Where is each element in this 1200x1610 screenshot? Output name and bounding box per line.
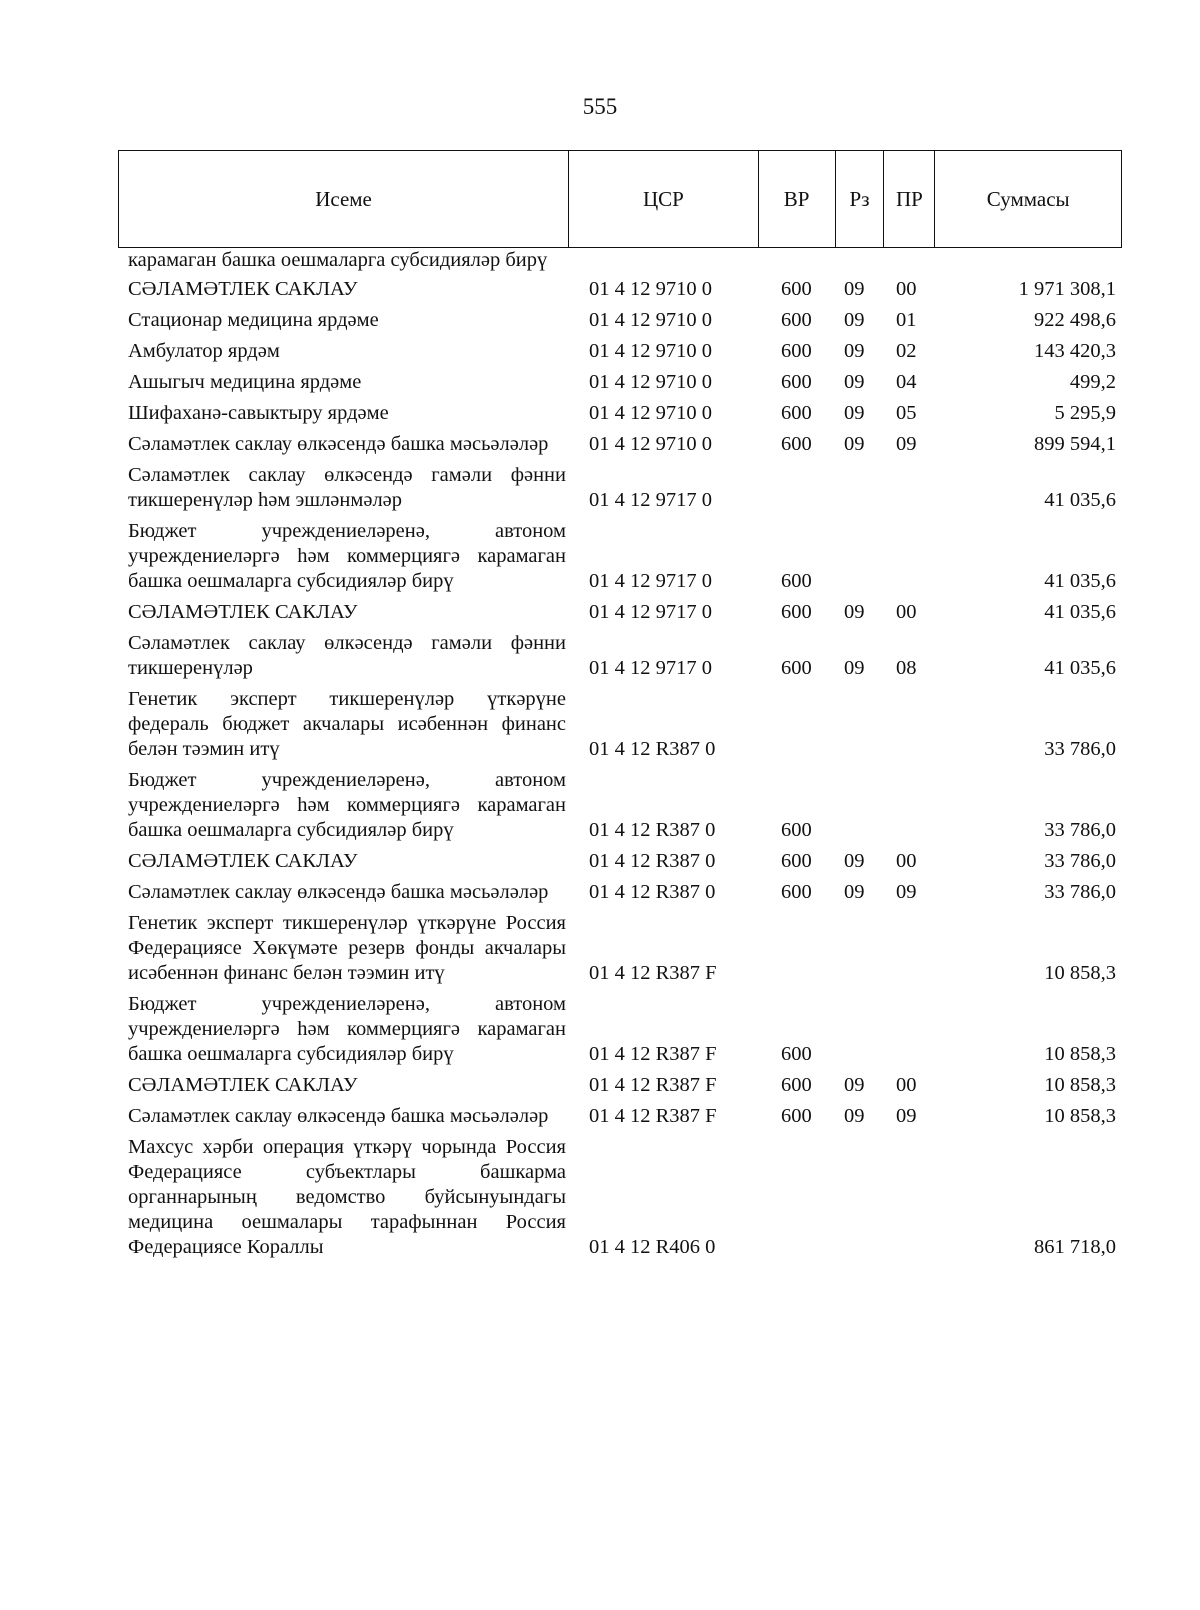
row-sum: 33 786,0 <box>1044 881 1116 903</box>
table-row <box>118 849 1122 874</box>
row-sum: 41 035,6 <box>1044 489 1116 511</box>
row-pr: 00 <box>896 601 917 623</box>
row-sum: 922 498,6 <box>1034 309 1116 331</box>
row-name: Генетик эксперт тикшеренүләр үткәрүне федераль бюджет акчалары исәбеннән финанс белән тәэмин итү <box>128 688 566 760</box>
row-vr: 600 <box>781 340 812 362</box>
row-csr: 01 4 12 R387 F <box>589 1105 717 1127</box>
row-rz: 09 <box>844 402 865 424</box>
row-name: карамаган башка оешмаларга субсидияләр бирү <box>128 249 548 271</box>
row-rz: 09 <box>844 371 865 393</box>
row-vr: 600 <box>781 1074 812 1096</box>
row-rz: 09 <box>844 309 865 331</box>
row-csr: 01 4 12 9710 0 <box>589 309 712 331</box>
row-pr: 01 <box>896 309 917 331</box>
header-sum: Суммасы <box>986 186 1070 211</box>
row-csr: 01 4 12 9710 0 <box>589 433 712 455</box>
row-name: Бюджет учреждениеләренә, автоном учреждениеләргә һәм коммерциягә карамаган башка оешмаларга субсидияләр бирү <box>128 520 566 592</box>
row-rz: 09 <box>844 850 865 872</box>
row-sum: 1 971 308,1 <box>1018 278 1116 300</box>
row-vr: 600 <box>781 1105 812 1127</box>
table-row <box>118 1104 1122 1129</box>
row-rz: 09 <box>844 657 865 679</box>
row-name: Амбулатор ярдәм <box>128 340 280 362</box>
row-vr: 600 <box>781 433 812 455</box>
row-pr: 05 <box>896 402 917 424</box>
table-header <box>118 150 1122 248</box>
header-name: Исеме <box>119 151 569 247</box>
table-row <box>118 600 1122 625</box>
row-csr: 01 4 12 R387 F <box>589 962 717 984</box>
row-pr: 09 <box>896 1105 917 1127</box>
row-csr: 01 4 12 R387 0 <box>589 881 716 903</box>
row-pr: 00 <box>896 1074 917 1096</box>
table-row <box>118 631 1122 681</box>
row-sum: 41 035,6 <box>1044 570 1116 592</box>
row-name: СӘЛАМӘТЛЕК САКЛАУ <box>128 850 358 872</box>
table-row <box>118 463 1122 513</box>
table-row <box>118 992 1122 1067</box>
row-sum: 41 035,6 <box>1044 657 1116 679</box>
row-csr: 01 4 12 9717 0 <box>589 489 712 511</box>
row-vr: 600 <box>781 850 812 872</box>
row-name: Сәламәтлек саклау өлкәсендә башка мәсьәләләр <box>128 881 549 903</box>
row-vr: 600 <box>781 570 812 592</box>
row-name: Генетик эксперт тикшеренүләр үткәрүне Россия Федерациясе Хөкүмәте резерв фонды акчалары исәбеннән финанс белән тәэмин итү <box>128 912 566 984</box>
row-sum: 10 858,3 <box>1044 1105 1116 1127</box>
row-csr: 01 4 12 R387 F <box>589 1043 717 1065</box>
row-name: СӘЛАМӘТЛЕК САКЛАУ <box>128 1074 358 1096</box>
row-rz: 09 <box>844 601 865 623</box>
row-pr: 04 <box>896 371 917 393</box>
row-sum: 143 420,3 <box>1034 340 1116 362</box>
row-name: Ашыгыч медицина ярдәме <box>128 371 362 393</box>
row-pr: 09 <box>896 433 917 455</box>
row-pr: 02 <box>896 340 917 362</box>
row-name: Махсус хәрби операция үткәрү чорында Россия Федерациясе субъектлары башкарма органнарының ведомство буйсынуындагы медицина оешмалары тарафыннан Россия Федерациясе Кораллы <box>128 1136 566 1258</box>
table-row <box>118 1135 1122 1260</box>
row-vr: 600 <box>781 371 812 393</box>
table-row <box>118 880 1122 905</box>
row-vr: 600 <box>781 402 812 424</box>
table-row <box>118 248 1122 273</box>
row-csr: 01 4 12 9710 0 <box>589 340 712 362</box>
row-csr: 01 4 12 9717 0 <box>589 601 712 623</box>
row-pr: 08 <box>896 657 917 679</box>
page-number: 555 <box>582 94 618 119</box>
row-csr: 01 4 12 9710 0 <box>589 371 712 393</box>
row-name: Сәламәтлек саклау өлкәсендә гамәли фәнни тикшеренүләр <box>128 632 566 679</box>
row-rz: 09 <box>844 1074 865 1096</box>
row-name: Бюджет учреждениеләренә, автоном учреждениеләргә һәм коммерциягә карамаган башка оешмаларга субсидияләр бирү <box>128 993 566 1065</box>
row-sum: 10 858,3 <box>1044 1074 1116 1096</box>
header-vr: ВР <box>759 151 836 247</box>
row-vr: 600 <box>781 601 812 623</box>
table-row <box>118 519 1122 594</box>
row-name: Сәламәтлек саклау өлкәсендә башка мәсьәләләр <box>128 1105 549 1127</box>
header-pr: ПР <box>884 151 935 247</box>
row-vr: 600 <box>781 278 812 300</box>
table-row <box>118 768 1122 843</box>
row-vr: 600 <box>781 657 812 679</box>
table-row <box>118 401 1122 426</box>
row-csr: 01 4 12 R387 F <box>589 1074 717 1096</box>
header-rz: Рз <box>836 151 885 247</box>
row-rz: 09 <box>844 433 865 455</box>
header-csr: ЦСР <box>569 151 759 247</box>
row-csr: 01 4 12 9710 0 <box>589 402 712 424</box>
row-sum: 33 786,0 <box>1044 738 1116 760</box>
row-name: Шифаханә-савыктыру ярдәме <box>128 402 389 424</box>
row-pr: 00 <box>896 850 917 872</box>
row-csr: 01 4 12 R387 0 <box>589 850 716 872</box>
table-row <box>118 308 1122 333</box>
row-name: Бюджет учреждениеләренә, автоном учреждениеләргә һәм коммерциягә карамаган башка оешмаларга субсидияләр бирү <box>128 769 566 841</box>
row-vr: 600 <box>781 1043 812 1065</box>
row-sum: 10 858,3 <box>1044 1043 1116 1065</box>
table-row <box>118 277 1122 302</box>
table-row <box>118 339 1122 364</box>
row-vr: 600 <box>781 881 812 903</box>
row-sum: 5 295,9 <box>1054 402 1116 424</box>
row-vr: 600 <box>781 309 812 331</box>
table-row <box>118 370 1122 395</box>
row-rz: 09 <box>844 340 865 362</box>
table-row <box>118 432 1122 457</box>
row-vr: 600 <box>781 819 812 841</box>
table-row <box>118 1073 1122 1098</box>
row-pr: 09 <box>896 881 917 903</box>
row-name: Сәламәтлек саклау өлкәсендә гамәли фәнни тикшеренүләр һәм эшләнмәләр <box>128 464 566 511</box>
row-rz: 09 <box>844 278 865 300</box>
row-sum: 499,2 <box>1069 371 1116 393</box>
row-sum: 41 035,6 <box>1044 601 1116 623</box>
row-rz: 09 <box>844 881 865 903</box>
row-csr: 01 4 12 R387 0 <box>589 738 716 760</box>
row-name: Сәламәтлек саклау өлкәсендә башка мәсьәләләр <box>128 433 549 455</box>
row-sum: 861 718,0 <box>1034 1236 1116 1258</box>
row-csr: 01 4 12 R406 0 <box>589 1236 716 1258</box>
row-rz: 09 <box>844 1105 865 1127</box>
row-name: Стационар медицина ярдәме <box>128 309 379 331</box>
row-sum: 33 786,0 <box>1044 850 1116 872</box>
table-body <box>118 248 1122 1266</box>
row-name: СӘЛАМӘТЛЕК САКЛАУ <box>128 601 358 623</box>
row-sum: 10 858,3 <box>1044 962 1116 984</box>
row-csr: 01 4 12 R387 0 <box>589 819 716 841</box>
row-sum: 899 594,1 <box>1034 433 1116 455</box>
row-sum: 33 786,0 <box>1044 819 1116 841</box>
table-row <box>118 911 1122 986</box>
row-pr: 00 <box>896 278 917 300</box>
row-csr: 01 4 12 9717 0 <box>589 657 712 679</box>
row-name: СӘЛАМӘТЛЕК САКЛАУ <box>128 278 358 300</box>
table-row <box>118 687 1122 762</box>
row-csr: 01 4 12 9717 0 <box>589 570 712 592</box>
row-csr: 01 4 12 9710 0 <box>589 278 712 300</box>
